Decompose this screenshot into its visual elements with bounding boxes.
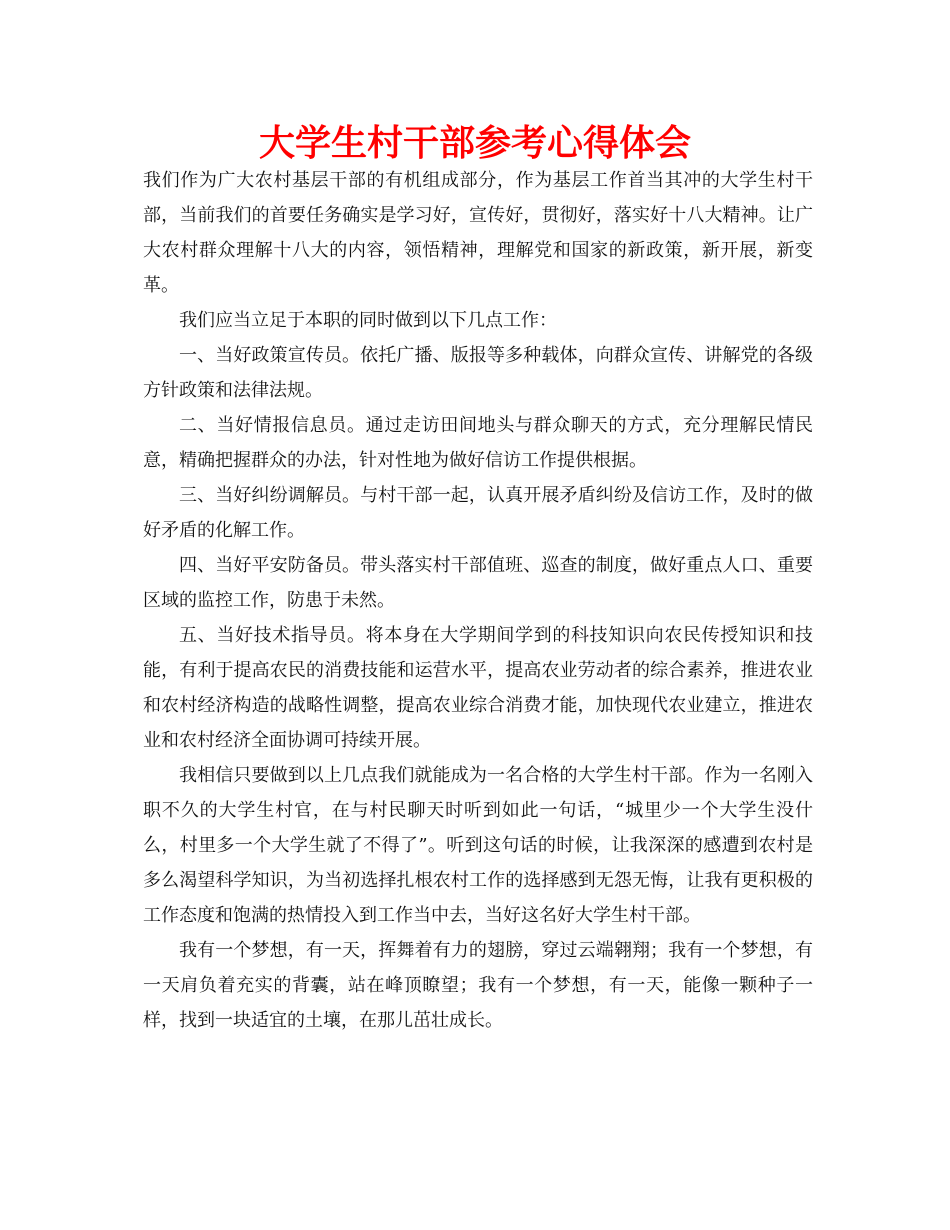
document-title: 大学生村干部参考心得体会 — [258, 123, 691, 164]
paragraph-item-2: 二、当好情报信息员。通过走访田间地头与群众聊天的方式，充分理解民情民意，精确把握群众的办法，针对性地为做好信访工作提供根据。 — [143, 415, 813, 471]
paragraph-item-4: 四、当好平安防备员。带头落实村干部值班、巡查的制度，做好重点人口、重要区域的监控工作，防患于未然。 — [143, 555, 813, 611]
paragraph-dream: 我有一个梦想，有一天，挥舞着有力的翅膀，穿过云端翱翔；我有一个梦想，有一天肩负着充实的背囊，站在峰顶瞭望；我有一个梦想，有一天，能像一颗种子一样，找到一块适宜的土壤，在那儿茁壮成长。 — [143, 940, 813, 1031]
paragraph-item-5: 五、当好技术指导员。将本身在大学期间学到的科技知识向农民传授知识和技能，有利于提高农民的消费技能和运营水平，提高农业劳动者的综合素养，推进农业和农村经济构造的战略性调整，提高农业综合消费才能，加快现代农业建立，推进农业和农村经济全面协调可持续开展。 — [143, 625, 813, 751]
paragraph-item-1: 一、当好政策宣传员。依托广播、版报等多种载体，向群众宣传、讲解党的各级方针政策和法律法规。 — [143, 345, 813, 401]
paragraph-intro: 我们作为广大农村基层干部的有机组成部分，作为基层工作首当其冲的大学生村干部，当前我们的首要任务确实是学习好，宣传好，贯彻好，落实好十八大精神。让广大农村群众理解十八大的内容，领悟精神，理解党和国家的新政策，新开展，新变革。 — [143, 170, 813, 296]
paragraph-item-3: 三、当好纠纷调解员。与村干部一起，认真开展矛盾纠纷及信访工作，及时的做好矛盾的化解工作。 — [143, 485, 813, 541]
paragraph-lead: 我们应当立足于本职的同时做到以下几点工作： — [179, 310, 557, 331]
paragraph-reflection: 我相信只要做到以上几点我们就能成为一名合格的大学生村干部。作为一名刚入职不久的大学生村官，在与村民聊天时听到如此一句话，“城里少一个大学生没什么，村里多一个大学生就了不得了”。听到这句话的时候，让我深深的感遭到农村是多么渴望科学知识，为当初选择扎根农村工作的选择感到无怨无悔，让我有更积极的工作态度和饱满的热情投入到工作当中去，当好这名好大学生村干部。 — [143, 765, 813, 926]
document-body — [143, 163, 813, 1038]
